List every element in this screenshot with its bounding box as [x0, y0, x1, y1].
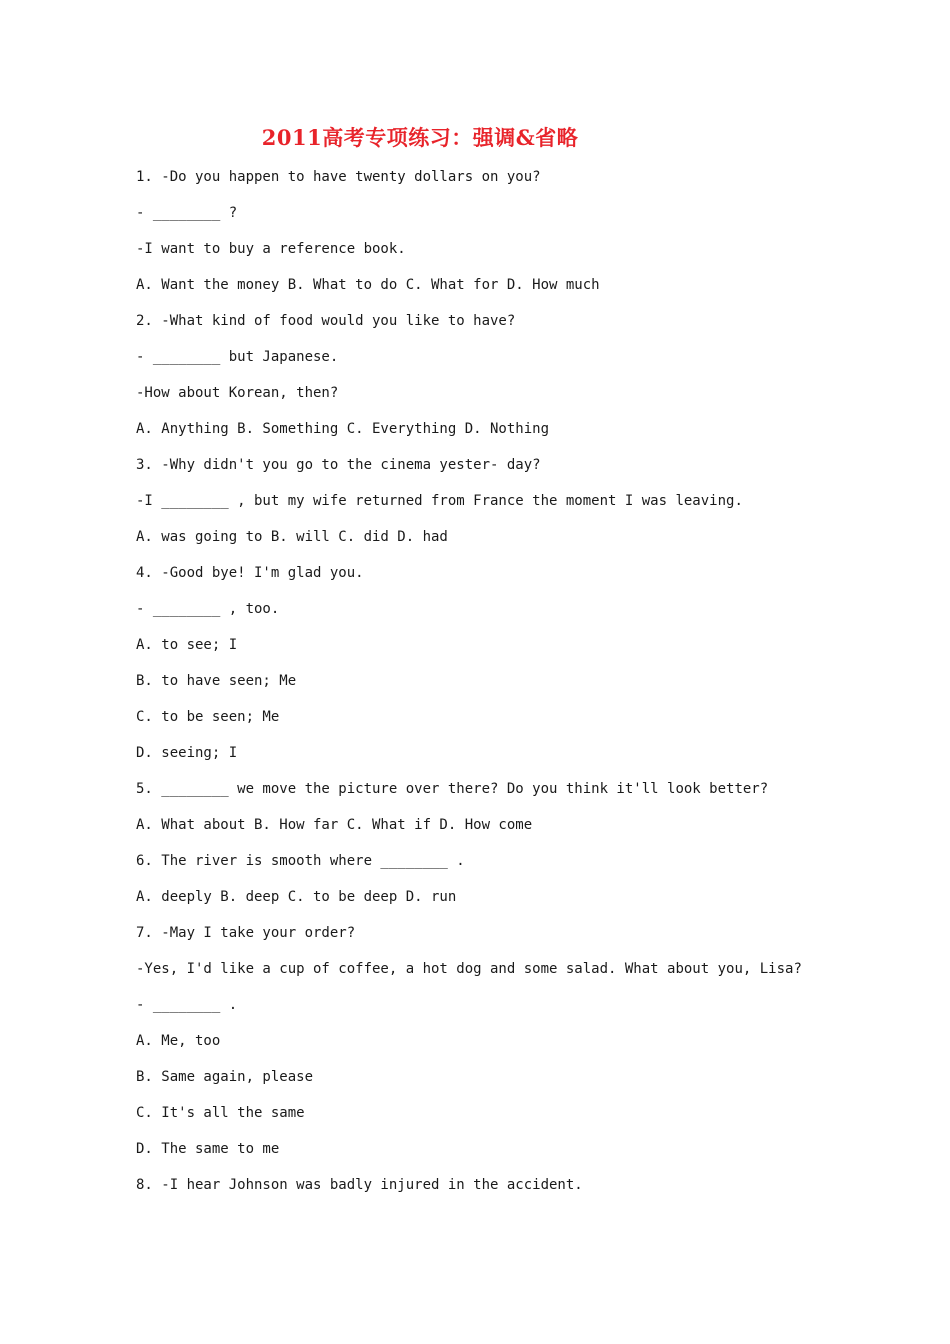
- text-line: -I ________ , but my wife returned from France the moment I was leaving.: [136, 493, 743, 509]
- text-line: 4. -Good bye! I'm glad you.: [136, 565, 364, 581]
- text-line: A. was going to B. will C. did D. had: [136, 529, 448, 545]
- text-line: D. The same to me: [136, 1141, 280, 1157]
- question-list: [136, 166, 936, 1210]
- text-line: 1. -Do you happen to have twenty dollars on you?: [136, 169, 541, 185]
- text-line: - ________ .: [136, 997, 238, 1013]
- text-line: A. Me, too: [136, 1033, 221, 1049]
- text-line: A. What about B. How far C. What if D. How come: [136, 817, 533, 833]
- text-line: C. to be seen; Me: [136, 709, 280, 725]
- text-line: C. It's all the same: [136, 1105, 305, 1121]
- text-line: A. to see; I: [136, 637, 238, 653]
- text-line: 3. -Why didn't you go to the cinema yester- day?: [136, 457, 541, 473]
- text-line: -I want to buy a reference book.: [136, 241, 406, 257]
- text-line: - ________ but Japanese.: [136, 349, 339, 365]
- text-line: 8. -I hear Johnson was badly injured in the accident.: [136, 1177, 583, 1193]
- text-line: 5. ________ we move the picture over there? Do you think it'll look better?: [136, 781, 769, 797]
- text-line: - ________ , too.: [136, 601, 280, 617]
- text-line: A. Anything B. Something C. Everything D. Nothing: [136, 421, 550, 437]
- text-line: 2. -What kind of food would you like to have?: [136, 313, 516, 329]
- text-line: - ________ ?: [136, 205, 238, 221]
- text-line: A. Want the money B. What to do C. What for D. How much: [136, 277, 600, 293]
- text-line: -How about Korean, then?: [136, 385, 339, 401]
- text-line: A. deeply B. deep C. to be deep D. run: [136, 889, 457, 905]
- document-title: 2011高考专项练习：强调&省略: [261, 125, 579, 150]
- text-line: B. to have seen; Me: [136, 673, 297, 689]
- text-line: 7. -May I take your order?: [136, 925, 356, 941]
- text-line: 6. The river is smooth where ________ .: [136, 853, 465, 869]
- text-line: D. seeing; I: [136, 745, 238, 761]
- text-line: B. Same again, please: [136, 1069, 314, 1085]
- text-line: -Yes, I'd like a cup of coffee, a hot dog and some salad. What about you, Lisa?: [136, 961, 802, 977]
